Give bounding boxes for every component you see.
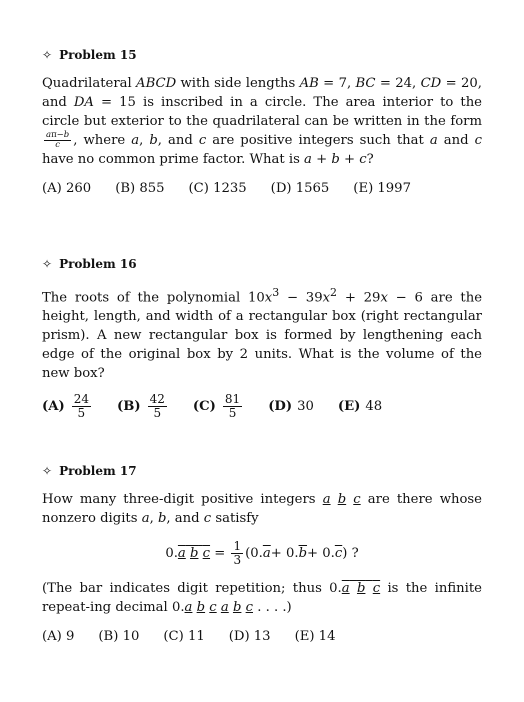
choice-d[interactable]: (D) 1565 <box>270 181 330 196</box>
choice-a[interactable]: (A) 260 <box>42 181 92 196</box>
choice-b[interactable]: (B) 855 <box>115 181 165 196</box>
star-icon: ✧ <box>42 464 53 478</box>
answer-choices <box>42 393 482 420</box>
problem-16 <box>42 257 482 420</box>
fraction: $\frac{a\pi-b}{c}$ <box>46 130 70 150</box>
choice-b[interactable]: (B) 10 <box>98 629 140 644</box>
choice-b[interactable]: (B) $\frac{42}{5}$ <box>117 392 165 421</box>
answer-choices <box>42 181 482 196</box>
choice-a[interactable]: (A) 9 <box>42 629 75 644</box>
choice-e[interactable]: (E) 48 <box>337 399 383 415</box>
equation: 0. a b c = $\frac{1}{3}$ (0. $\overline{a}$ + 0. $\overline{b}$ + 0. $\overline{c}$ ) ? <box>165 539 359 567</box>
star-icon: ✧ <box>42 257 53 271</box>
problem-title: ✧ Problem 16 <box>42 257 137 271</box>
choice-d[interactable]: (D) 30 <box>268 399 314 415</box>
choice-e[interactable]: (E) 1997 <box>353 181 411 196</box>
choice-e[interactable]: (E) 14 <box>294 629 336 644</box>
star-icon: ✧ <box>42 48 53 62</box>
answer-choices <box>42 629 482 644</box>
problem-title: ✧ Problem 17 <box>42 464 137 478</box>
choice-d[interactable]: (D) 13 <box>228 629 271 644</box>
problem-text: How many three-digit positive integers a b c are there whose nonzero digits a, b, and c satisfy <box>42 492 482 526</box>
choice-c[interactable]: (C) 1235 <box>188 181 247 196</box>
problem-title: ✧ Problem 15 <box>42 48 137 62</box>
problem-15 <box>42 48 482 196</box>
problem-17 <box>42 464 482 644</box>
choice-a[interactable]: (A) $\frac{24}{5}$ <box>42 392 89 421</box>
problem-text: Quadrilateral ABCD with side lengths AB = 7, BC = 24, CD = 20, and DA = 15 is inscribed in a circle. The area interior to the circle but exterior to the quadrilateral can be written in the form $\frac{a\pi-b}{c}$ , where a, b, and c are positive integers such that a and c have no common prime factor. What is a + b + c? <box>42 76 482 167</box>
problem-text: The roots of the polynomial $10x^3 - 39x^2 + 29x - 6$ are the height, length, and width of a rectangular box (right rectangular prism). A new rectangular box is formed by lengthening each edge of the original box by 2 units. What is the volume of the new box? <box>42 286 483 382</box>
choice-c[interactable]: (C) $\frac{81}{5}$ <box>192 392 241 421</box>
problem-note: (The bar indicates digit repetition; thus 0.a b c is the infinite repeat-ing decimal 0.a b c a b c . . . .) <box>42 581 482 615</box>
choice-c[interactable]: (C) 11 <box>163 629 205 644</box>
